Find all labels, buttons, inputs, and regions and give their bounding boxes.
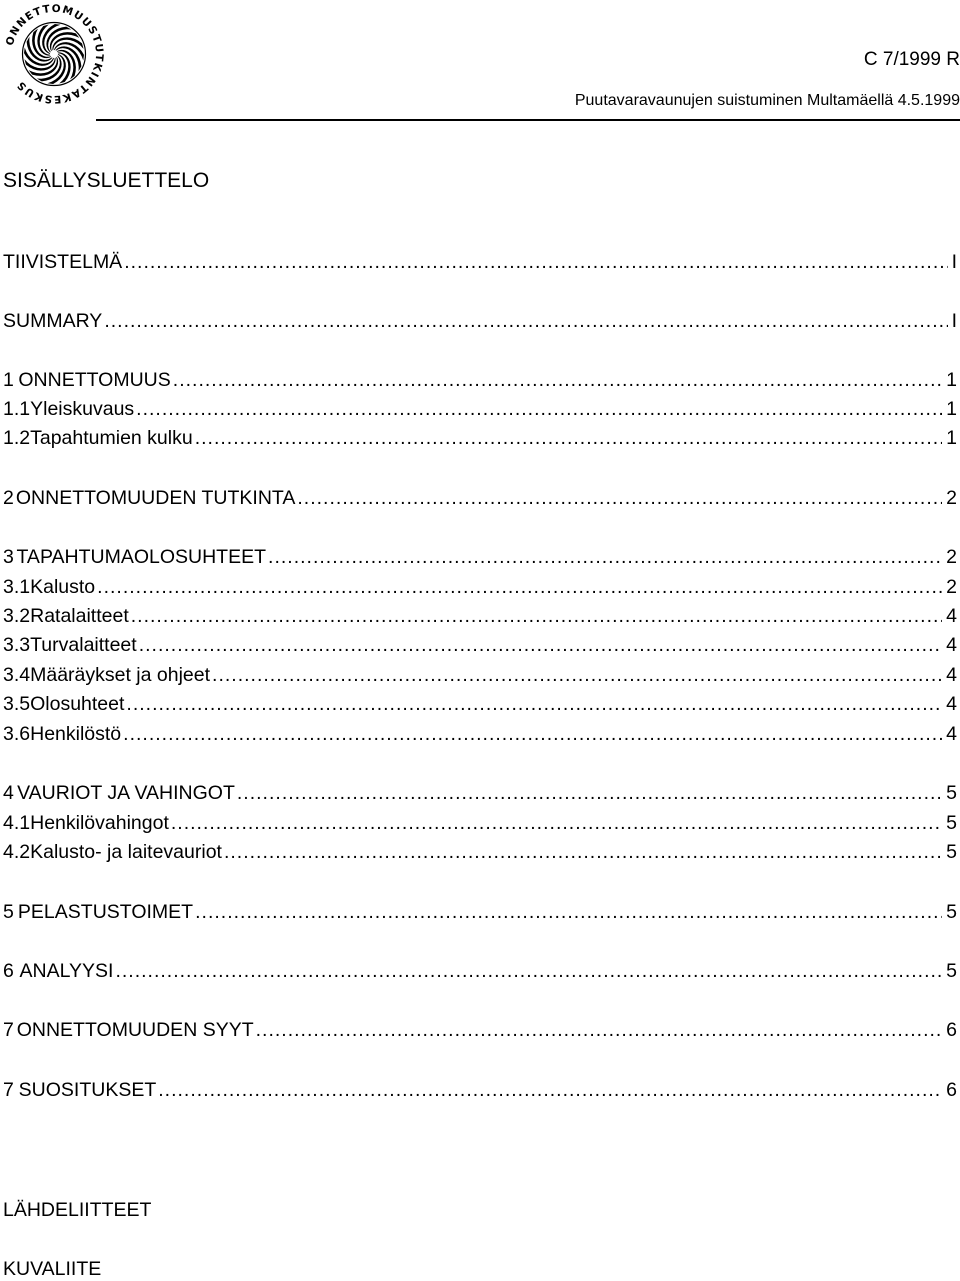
toc-entry-number: 1 [3,369,14,391]
organization-logo [2,2,106,106]
toc-entry-page: 4 [946,664,957,686]
toc-entry-number: 3.6 [3,723,31,745]
toc-entry-number: 2 [3,487,14,509]
toc-entry-page: 1 [946,427,957,449]
toc-entry-number: 4.1 [3,812,31,834]
toc-entry-number: 3.5 [3,693,31,715]
toc-entry-page: I [951,251,957,273]
toc-entry-page: 4 [946,723,957,745]
toc-entry-title: PELASTUSTOIMET [17,901,194,923]
toc-entry-title: Henkilövahingot [30,812,169,834]
toc-dot-leader [256,1018,943,1042]
header-divider [96,119,960,121]
toc-entry-page: 4 [946,605,957,627]
toc-entry-number: 1.2 [3,427,31,449]
toc-dot-leader [297,486,942,510]
toc-entry[interactable] [3,1078,960,1102]
toc-entry[interactable] [3,486,960,510]
toc-entry-title: Henkilöstö [30,723,122,745]
toc-entry-page: 1 [946,369,957,391]
toc-entry-number: 7 [3,1079,14,1101]
toc-entry-page: 5 [946,782,957,804]
toc-entry-page: I [951,310,957,332]
toc-dot-leader [123,722,942,746]
toc-entry[interactable] [3,633,960,657]
toc-entry[interactable] [3,1018,960,1042]
toc-dot-leader [195,426,942,450]
toc-entry-title: Kalusto- ja laitevauriot [30,841,222,863]
toc-entry-title: ONNETTOMUUDEN TUTKINTA [15,487,296,509]
toc-entry-title: Kalusto [30,576,96,598]
toc-dot-leader [195,900,942,924]
toc-dot-leader [104,309,947,333]
toc-entry-number: 3.2 [3,605,31,627]
toc-entry[interactable] [3,604,960,628]
toc-entry-page: 6 [946,1079,957,1101]
toc-entry-title: ONNETTOMUUS [18,369,171,391]
toc-entry[interactable] [3,781,960,805]
toc-entry-number: 6 [3,960,14,982]
toc-entry[interactable] [3,368,960,392]
toc-entry[interactable] [3,426,960,450]
toc-dot-leader [158,1078,942,1102]
toc-heading: SISÄLLYSLUETTELO [3,169,210,192]
toc-dot-leader [131,604,942,628]
toc-entry[interactable] [3,309,960,333]
toc-entry-title: SUOSITUKSET [18,1079,157,1101]
toc-entry-title: SUMMARY [3,310,103,332]
toc-entry-page: 5 [946,960,957,982]
toc-entry-page: 4 [946,634,957,656]
toc-entry[interactable] [3,397,960,421]
toc-dot-leader [139,633,942,657]
toc-entry[interactable] [3,959,960,983]
toc-entry-page: 5 [946,841,957,863]
toc-entry[interactable] [3,840,960,864]
toc-entry-title: Turvalaitteet [30,634,137,656]
toc-entry-page: 2 [946,576,957,598]
toc-entry-title: TAPAHTUMAOLOSUHTEET [16,546,267,568]
toc-entry-number: 3.1 [3,576,31,598]
toc-entry-page: 5 [946,812,957,834]
toc-entry-page: 6 [946,1019,957,1041]
toc-dot-leader [173,368,942,392]
toc-entry-title: Tapahtumien kulku [30,427,193,449]
toc-entry[interactable] [3,811,960,835]
toc-entry-title: Olosuhteet [30,693,125,715]
toc-entry-title: TIIVISTELMÄ [3,251,123,273]
toc-entry-number: 4 [3,782,14,804]
toc-entry-page: 4 [946,693,957,715]
toc-entry-number: 3.4 [3,664,31,686]
toc-dot-leader [237,781,942,805]
toc-dot-leader [171,811,942,835]
toc-dot-leader [124,250,947,274]
toc-entry-title: ANALYYSI [19,960,114,982]
toc-entry-title: Ratalaitteet [30,605,129,627]
appendix-figures: KUVALIITE [3,1258,102,1280]
toc-entry[interactable] [3,250,960,274]
toc-dot-leader [97,575,942,599]
toc-entry-title: ONNETTOMUUDEN SYYT [16,1019,254,1041]
toc-dot-leader [136,397,942,421]
toc-entry-number: 3.3 [3,634,31,656]
toc-entry-page: 2 [946,487,957,509]
toc-entry-title: VAURIOT JA VAHINGOT [17,782,235,804]
toc-entry-number: 1.1 [3,398,31,420]
toc-dot-leader [268,545,942,569]
toc-entry[interactable] [3,722,960,746]
toc-entry-number: 5 [3,901,14,923]
logo-lettering: ONNETTOMUUSTUTKINTAKESKUS [3,2,106,106]
toc-entry-number: 7 [3,1019,14,1041]
toc-entry[interactable] [3,575,960,599]
document-subtitle: Puutavaravaunujen suistuminen Multamäellä 4.5.1999 [574,92,960,109]
toc-dot-leader [212,663,942,687]
toc-entry[interactable] [3,692,960,716]
toc-entry[interactable] [3,900,960,924]
toc-dot-leader [126,692,942,716]
toc-entry[interactable] [3,545,960,569]
toc-entry-number: 3 [3,546,14,568]
toc-entry-page: 5 [946,901,957,923]
toc-dot-leader [115,959,942,983]
toc-entry-page: 1 [946,398,957,420]
toc-entry-page: 2 [946,546,957,568]
toc-entry[interactable] [3,663,960,687]
document-code: C 7/1999 R [863,49,960,70]
toc-entry-number: 4.2 [3,841,31,863]
toc-entry-title: Määräykset ja ohjeet [30,664,211,686]
spiral-emblem-icon [23,23,86,86]
toc-entry-title: Yleiskuvaus [30,398,135,420]
toc-dot-leader [224,840,942,864]
appendix-sources: LÄHDELIITTEET [3,1199,152,1221]
